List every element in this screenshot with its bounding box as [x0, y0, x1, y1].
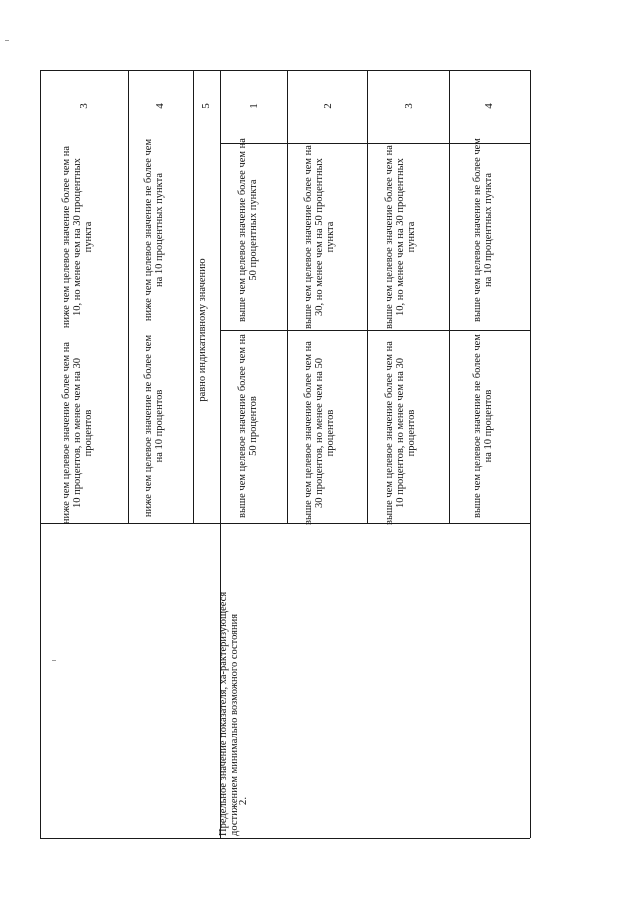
table-divider [193, 70, 194, 523]
table-divider [40, 523, 530, 524]
scan-tick-mark [5, 40, 9, 41]
value-points: ниже чем целевое значение более чем на 10, но менее чем на 30 процентных пункта [61, 145, 94, 329]
row-description: Предельное значение показателя, ха-рактеризующееся достижением минимально возможного состояния [218, 591, 240, 836]
rank-number: 1 [248, 103, 260, 109]
value-points: ниже чем целевое значение не более чем на 10 процентных пункта [143, 138, 165, 322]
value-points: выше чем целевое значение более чем на 10, но менее чем на 30 процентных пункта [384, 145, 417, 329]
table-divider [449, 70, 450, 523]
value-percent: выше чем целевое значение более чем на 10 процентов, но менее чем на 30 процентов [384, 341, 417, 525]
rank-number: 4 [483, 103, 495, 109]
value-percent: выше чем целевое значение более чем на 30 процентов, но менее чем на 50 процентов [303, 341, 336, 525]
value-percent: выше чем целевое значение не более чем на 10 процентов [472, 334, 494, 518]
value-points: выше чем целевое значение не более чем на 10 процентных пункта [472, 138, 494, 322]
rank-number: 3 [78, 103, 90, 109]
row-number: 2. [237, 796, 249, 806]
value-percent: ниже чем целевое значение более чем на 10 процентов, но менее чем на 30 процентов [61, 341, 94, 525]
table-divider [128, 70, 129, 523]
rank-number: 5 [200, 103, 212, 109]
rank-number: 2 [322, 103, 334, 109]
table-divider [287, 70, 288, 523]
table-border [530, 70, 531, 838]
scan-tick-mark [52, 660, 56, 661]
rank-number: 3 [403, 103, 415, 109]
table-border [40, 838, 530, 839]
value-percent: выше чем целевое значение более чем на 50 процентов [237, 334, 259, 518]
value-merged: равно индикативному значению [197, 258, 208, 402]
value-percent: ниже чем целевое значение не более чем на 10 процентов [143, 334, 165, 518]
table-border [40, 70, 41, 838]
value-points: выше чем целевое значение более чем на 30, но менее чем на 50 процентных пункта [303, 145, 336, 329]
rank-number: 4 [154, 103, 166, 109]
table-divider [367, 70, 368, 523]
table-border [40, 70, 530, 71]
value-points: выше чем целевое значение более чем на 50 процентных пункта [237, 138, 259, 322]
